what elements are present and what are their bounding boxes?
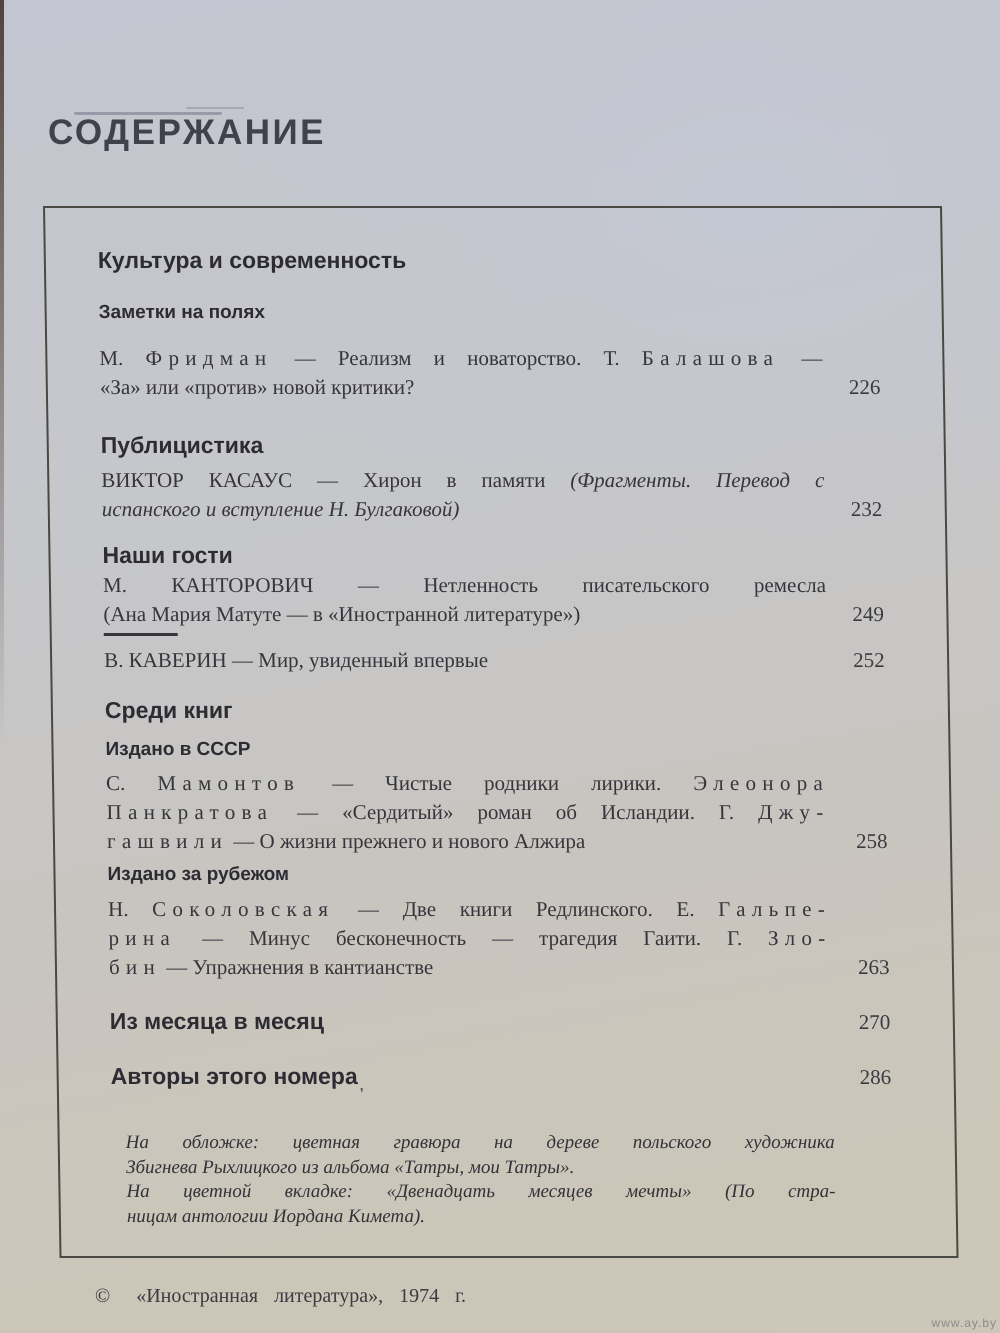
entry-segment: — Упражнения в кантианстве <box>160 955 434 980</box>
entry-segment: В. КАВЕРИН — Мир, увиденный впервые <box>103 648 489 673</box>
heading-text: Авторы этого номера <box>110 1063 358 1090</box>
toc-entry-text <box>108 895 832 982</box>
entry-author: Балашова <box>641 346 780 371</box>
entry-segment: С. <box>105 771 158 796</box>
heading-among-books: Среди книг <box>104 697 233 724</box>
entry-author: гашвили <box>106 829 229 854</box>
entry-segment: М. КАНТОРОВИЧ — Нетленность писательского ремесла <box>102 573 827 598</box>
pencil-mark-small <box>186 107 244 109</box>
entry-segment: — «Сердитый» роман об Исландии. Г. <box>272 800 759 825</box>
toc-entry-line <box>108 924 831 953</box>
heading-month-to-month: Из месяца в месяц <box>109 1008 325 1035</box>
toc-entry-line <box>109 953 832 982</box>
entry-author: Гальпе- <box>718 897 832 922</box>
heading-culture: Культура и современность <box>97 247 407 274</box>
entry-segment: — Минус бесконечность — трагедия Гаити. Г. <box>175 926 769 951</box>
entry-segment: М. <box>99 346 146 371</box>
note-line: Збигнева Рыхлицкого из альбома «Татры, мои Татры». <box>125 1156 575 1178</box>
entry-segment: (Ана Мария Матуте — в «Иностранной литературе») <box>103 602 581 627</box>
toc-entry-fridman <box>99 344 895 402</box>
toc-entry-text <box>103 571 827 629</box>
entry-author: рина <box>108 926 177 951</box>
watermark: www.ay.by <box>931 1316 997 1330</box>
toc-entry-line <box>102 495 825 524</box>
heading-issue-authors <box>110 1062 363 1100</box>
note-line: На цветной вкладке: «Двенадцать месяцев мечты» (По стра- <box>126 1181 836 1203</box>
toc-entry-text <box>99 344 823 402</box>
toc-entry-line <box>100 373 823 402</box>
note-line: ницам антологии Иордана Кимета). <box>126 1205 426 1227</box>
page-number: 232 <box>850 497 883 522</box>
page-number: 263 <box>857 955 890 980</box>
page-number: 270 <box>858 1010 891 1035</box>
divider-rule <box>104 633 178 636</box>
entry-segment-italic: (Фрагменты. Перевод с <box>570 468 825 493</box>
entry-author: Соколовская <box>151 897 335 922</box>
heading-guests: Наши гости <box>102 542 234 569</box>
page-edge-shadow <box>0 0 4 746</box>
toc-entry-line <box>107 827 830 856</box>
page-number: 226 <box>848 375 881 400</box>
page-number: 252 <box>852 648 885 673</box>
toc-entry-kaverin <box>104 646 899 675</box>
toc-entry-line <box>106 769 829 798</box>
entry-segment: Н. <box>107 897 153 922</box>
toc-row-authors <box>110 1062 906 1100</box>
heading-publicism: Публицистика <box>100 432 264 459</box>
toc-entry-kantorovich <box>103 571 899 629</box>
entry-author: Мамонтов <box>157 771 301 796</box>
toc-entry-mamontov <box>106 769 902 856</box>
entry-author: Панкратова <box>106 800 274 825</box>
toc-entry-sokolovskaya <box>108 895 904 982</box>
page-number: 249 <box>852 602 885 627</box>
entry-author: Элеонора <box>693 771 830 796</box>
entry-segment: ВИКТОР КАСАУС — Хирон в памяти <box>101 468 571 493</box>
stray-mark: , <box>359 1078 364 1094</box>
toc-entry-text <box>101 466 825 524</box>
entry-segment: — О жизни прежнего и нового Алжира <box>227 829 586 854</box>
entry-segment: — Чистые родники лирики. <box>299 771 694 796</box>
subheading-abroad: Издано за рубежом <box>107 864 290 886</box>
toc-entry-line <box>103 571 826 600</box>
toc-entry-line <box>108 895 831 924</box>
pencil-mark <box>74 112 222 115</box>
entry-segment-italic: испанского и вступление Н. Булгаковой) <box>101 497 460 522</box>
entry-segment: — Реализм и новаторство. Т. <box>272 346 642 371</box>
entry-segment: «За» или «против» новой критики? <box>99 375 415 400</box>
page-number: 286 <box>859 1065 892 1090</box>
cover-note <box>112 1131 909 1229</box>
copyright-text: «Иностранная литература», 1974 г. <box>136 1285 467 1308</box>
toc-entry-casaus <box>101 466 897 524</box>
subheading-ussr: Издано в СССР <box>105 739 251 761</box>
toc-entry-text <box>106 769 830 856</box>
toc-entry-line <box>104 646 827 675</box>
subheading-notes: Заметки на полях <box>98 302 266 324</box>
note-line: На обложке: цветная гравюра на дереве польского художника <box>125 1132 835 1154</box>
toc-box <box>43 206 959 1258</box>
toc-entry-line <box>106 798 829 827</box>
toc-entry-line <box>99 344 822 373</box>
entry-author: Зло- <box>767 926 832 951</box>
copyright-icon: © <box>95 1285 111 1308</box>
toc-entry-text <box>104 646 827 675</box>
page-title: СОДЕРЖАНИЕ <box>48 113 327 152</box>
entry-author: бин <box>108 955 162 980</box>
entry-author: Фридман <box>145 346 273 371</box>
toc-entry-line <box>101 466 824 495</box>
toc-entry-line <box>103 600 826 629</box>
entry-author: Джу- <box>757 800 830 825</box>
toc-row-month <box>110 1007 905 1037</box>
entry-segment: — <box>778 346 823 371</box>
entry-segment: — Две книги Редлинского. Е. <box>334 897 719 922</box>
copyright-line <box>95 1283 1000 1309</box>
page-number: 258 <box>855 829 888 854</box>
